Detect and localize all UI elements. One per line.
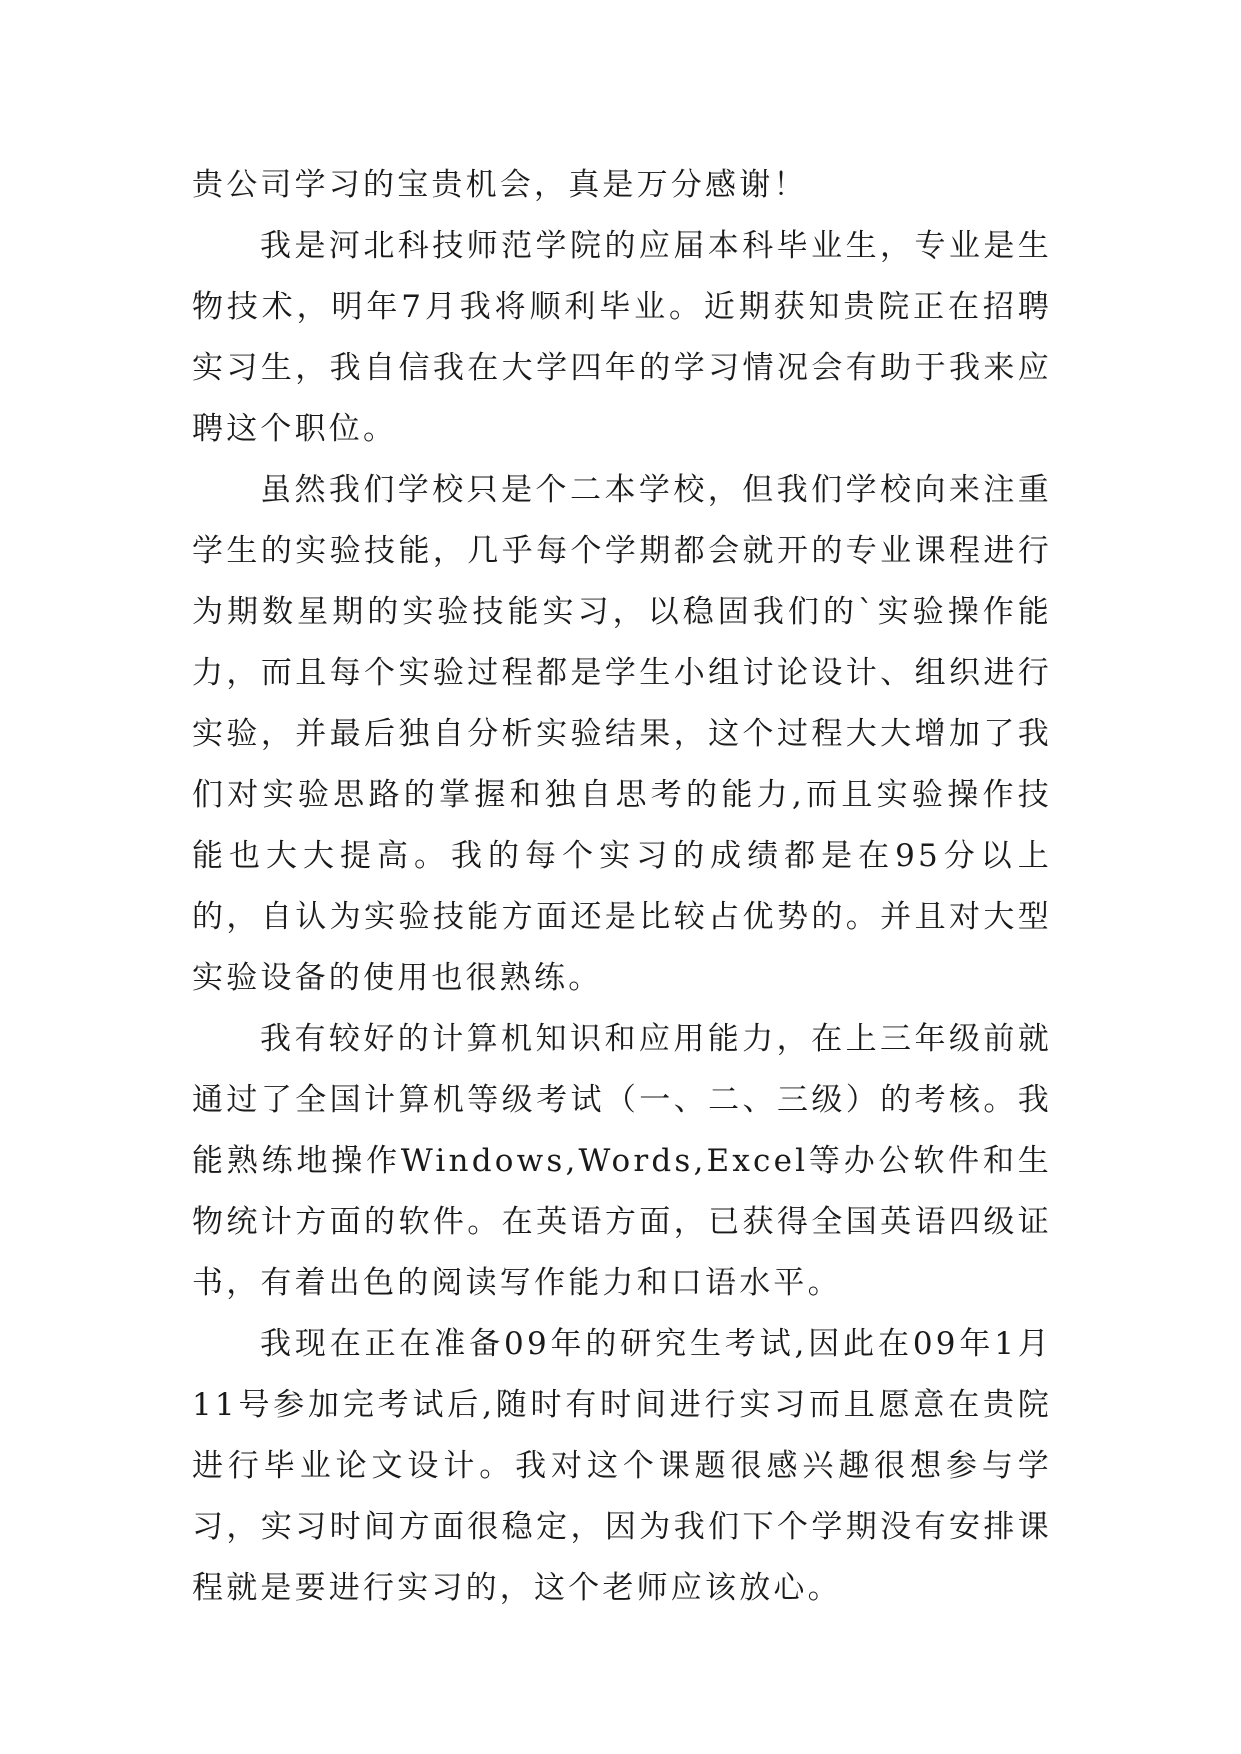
paragraph-computer-english: 我有较好的计算机知识和应用能力，在上三年级前就通过了全国计算机等级考试（一、二、三级）的考核。我能熟练地操作Windows,Words,Excel等办公软件和生物统计方面的软件。在英语方面，已获得全国英语四级证书，有着出色的阅读写作能力和口语水平。	[192, 1021, 1052, 1301]
paragraph-introduction: 我是河北科技师范学院的应届本科毕业生，专业是生物技术，明年7月我将顺利毕业。近期获知贵院正在招聘实习生，我自信我在大学四年的学习情况会有助于我来应聘这个职位。	[192, 228, 1052, 447]
letter-body	[192, 155, 1052, 1619]
paragraph-opening: 贵公司学习的宝贵机会，真是万分感谢！	[192, 167, 808, 203]
paragraph-availability: 我现在正在准备09年的研究生考试,因此在09年1月11号参加完考试后,随时有时间进行实习而且愿意在贵院进行毕业论文设计。我对这个课题很感兴趣很想参与学习，实习时间方面很稳定，因为我们下个学期没有安排课程就是要进行实习的，这个老师应该放心。	[192, 1326, 1052, 1606]
paragraph-lab-skills: 虽然我们学校只是个二本学校，但我们学校向来注重学生的实验技能，几乎每个学期都会就开的专业课程进行为期数星期的实验技能实习，以稳固我们的`实验操作能力，而且每个实验过程都是学生小组讨论设计、组织进行实验，并最后独自分析实验结果，这个过程大大增加了我们对实验思路的掌握和独自思考的能力,而且实验操作技能也大大提高。我的每个实习的成绩都是在95分以上的，自认为实验技能方面还是比较占优势的。并且对大型实验设备的使用也很熟练。	[192, 472, 1052, 996]
